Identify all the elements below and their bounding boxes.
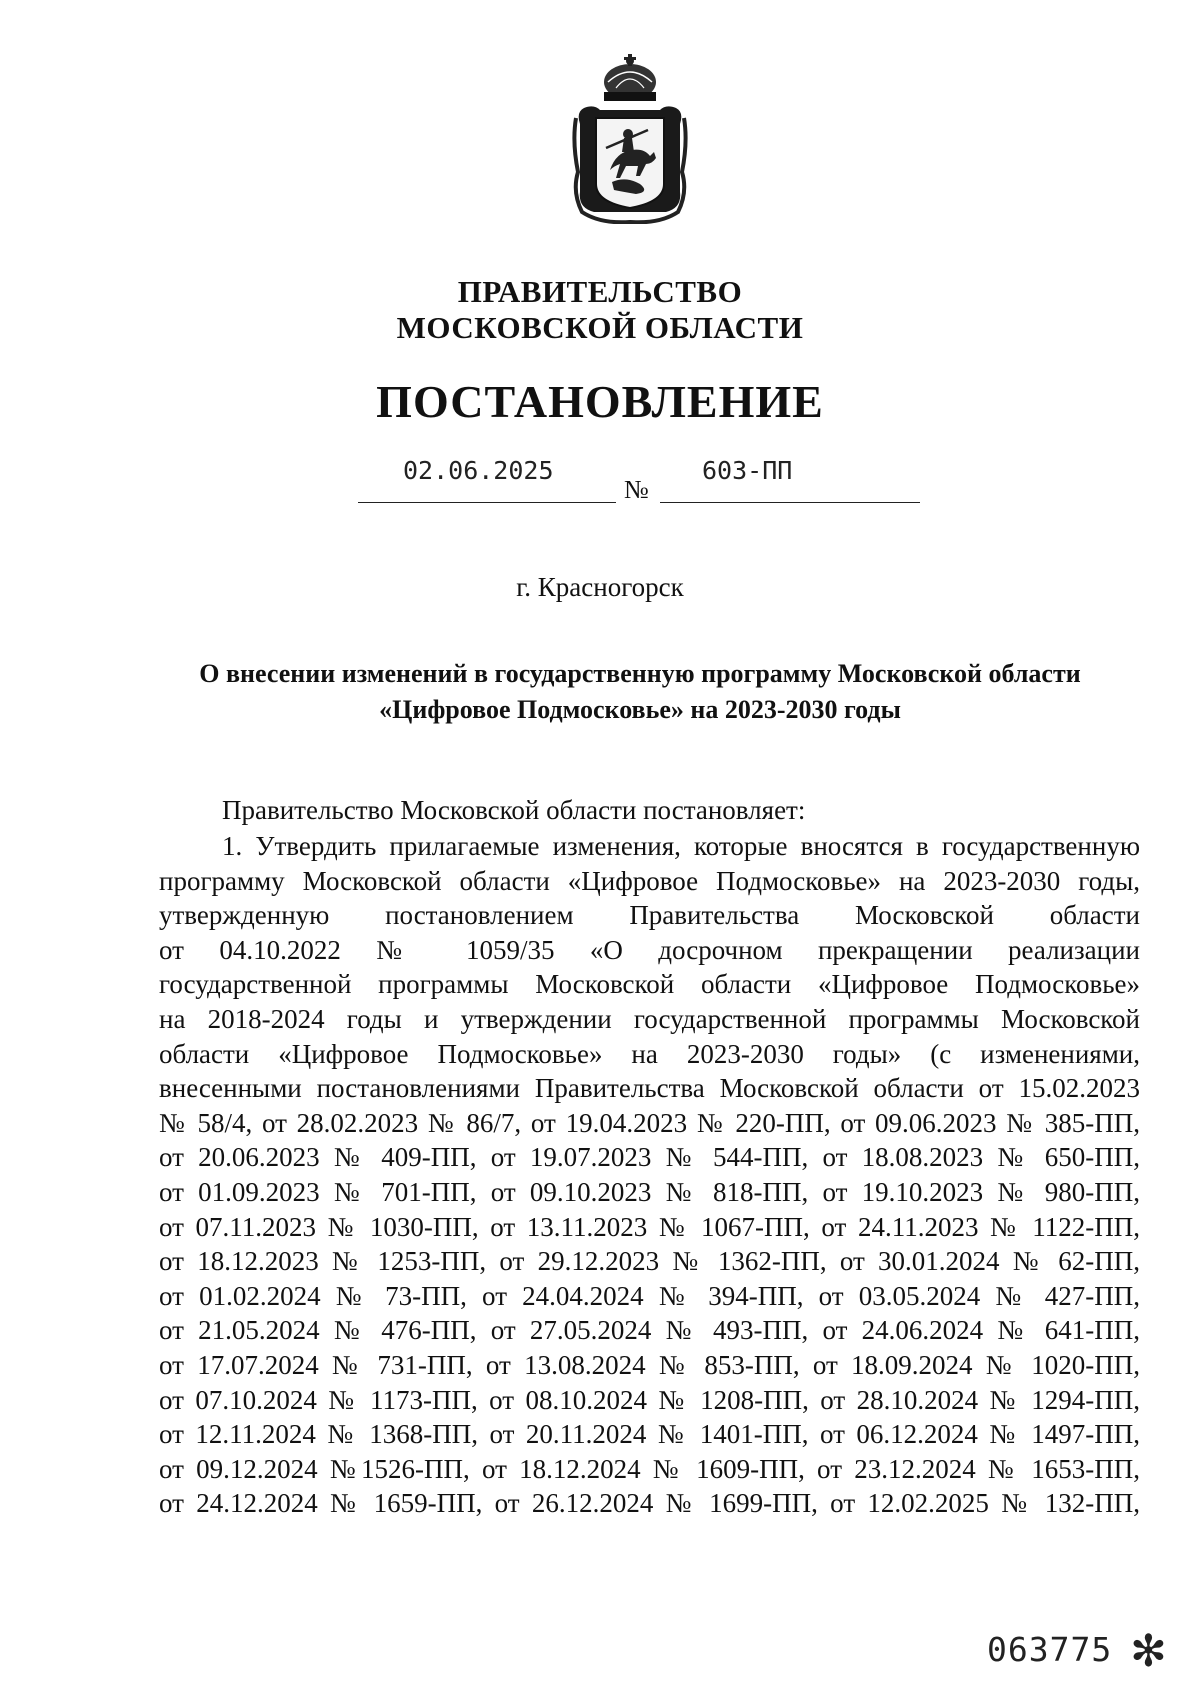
body-line: от 21.05.2024 № 476-ПП, от 27.05.2024 № 493-ПП, от 24.06.2024 № 641-ПП, bbox=[159, 1315, 1140, 1346]
body-line: области «Цифровое Подмосковье» на 2023-2030 годы» (с изменениями, bbox=[159, 1038, 1140, 1069]
preamble: Правительство Московской области постановляет: bbox=[222, 795, 806, 825]
body-line: утвержденную постановлением Правительства Московской области bbox=[159, 900, 1140, 931]
body-line: от 01.09.2023 № 701-ПП, от 09.10.2023 № 818-ПП, от 19.10.2023 № 980-ПП, bbox=[159, 1177, 1140, 1207]
subject-line1: О внесении изменений в государственную программу Московской области bbox=[199, 659, 1081, 688]
number-underline bbox=[660, 502, 920, 503]
body-line: от 17.07.2024 № 731-ПП, от 13.08.2024 № 853-ПП, от 18.09.2024 № 1020-ПП, bbox=[159, 1350, 1140, 1380]
body-line: государственной программы Московской области «Цифровое Подмосковье» bbox=[159, 969, 1140, 1000]
coat-of-arms-icon bbox=[570, 52, 690, 224]
body-line: от 07.11.2023 № 1030-ПП, от 13.11.2023 № 1067-ПП, от 24.11.2023 № 1122-ПП, bbox=[159, 1211, 1140, 1242]
body-line: от 20.06.2023 № 409-ПП, от 19.07.2023 № 544-ПП, от 18.08.2023 № 650-ПП, bbox=[159, 1142, 1140, 1173]
body-line: от 04.10.2022 № 1059/35 «О досрочном прекращении реализации bbox=[159, 934, 1140, 965]
number-sign: № bbox=[624, 475, 649, 504]
body-line: от 01.02.2024 № 73-ПП, от 24.04.2024 № 394-ПП, от 03.05.2024 № 427-ПП, bbox=[159, 1280, 1140, 1311]
body-line: программу Московской области «Цифровое Подмосковье» на 2023-2030 годы, bbox=[159, 865, 1140, 896]
document-date: 02.06.2025 bbox=[403, 456, 554, 485]
body-line: от 24.12.2024 № 1659-ПП, от 26.12.2024 № 1699-ПП, от 12.02.2025 № 132-ПП, bbox=[159, 1488, 1140, 1519]
body-line: № 58/4, от 28.02.2023 № 86/7, от 19.04.2023 № 220-ПП, от 09.06.2023 № 385-ПП, bbox=[159, 1107, 1140, 1138]
body-line: от 12.11.2024 № 1368-ПП, от 20.11.2024 № 1401-ПП, от 06.12.2024 № 1497-ПП, bbox=[159, 1419, 1140, 1450]
body-line: внесенными постановлениями Правительства Московской области от 15.02.2023 bbox=[159, 1073, 1140, 1104]
city-name: г. Красногорск bbox=[516, 572, 684, 602]
body-line: от 18.12.2023 № 1253-ПП, от 29.12.2023 № 1362-ПП, от 30.01.2024 № 62-ПП, bbox=[159, 1246, 1140, 1277]
date-underline bbox=[358, 502, 616, 503]
serial-number: 063775 bbox=[987, 1630, 1113, 1669]
document-number: 603-ПП bbox=[702, 456, 793, 485]
org-name-line2: МОСКОВСКОЙ ОБЛАСТИ bbox=[396, 310, 804, 345]
document-type-title: ПОСТАНОВЛЕНИЕ bbox=[376, 376, 824, 427]
body-line: от 09.12.2024 №1526-ПП, от 18.12.2024 № 1609-ПП, от 23.12.2024 № 1653-ПП, bbox=[159, 1453, 1140, 1484]
org-name-line1: ПРАВИТЕЛЬСТВО bbox=[457, 274, 743, 309]
body-line: на 2018-2024 годы и утверждении государственной программы Московской bbox=[159, 1004, 1140, 1034]
asterisk-mark-icon: ✻ bbox=[1130, 1626, 1167, 1677]
body-line: 1. Утвердить прилагаемые изменения, которые вносятся в государственную bbox=[222, 831, 1140, 861]
subject-line2: «Цифровое Подмосковье» на 2023-2030 годы bbox=[379, 695, 901, 724]
body-line: от 07.10.2024 № 1173-ПП, от 08.10.2024 № 1208-ПП, от 28.10.2024 № 1294-ПП, bbox=[159, 1384, 1140, 1415]
